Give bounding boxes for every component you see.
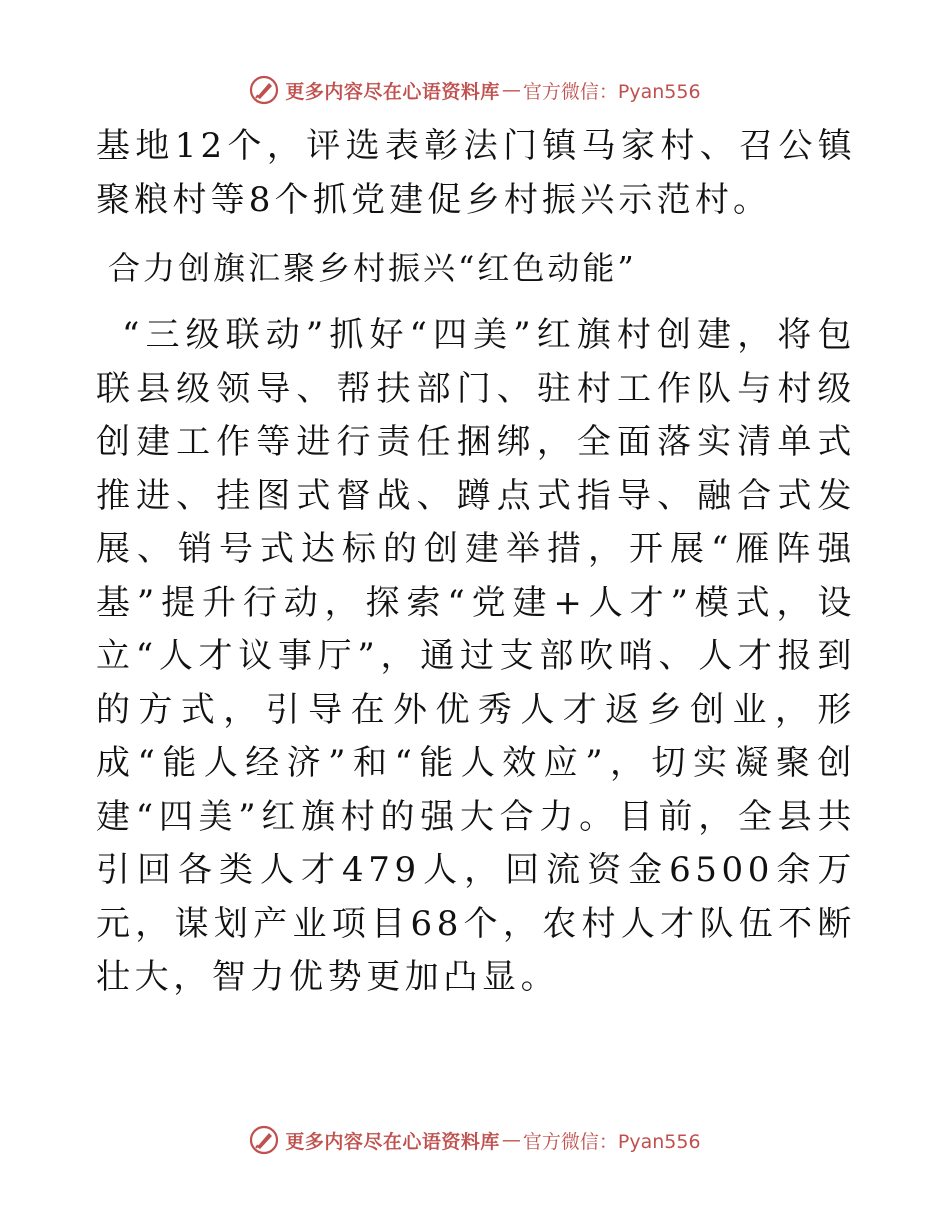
- quill-pen-icon: [249, 1125, 279, 1155]
- banner-text: 更多内容尽在心语资料库: [285, 80, 500, 103]
- section-heading: 合力创旗汇聚乡村振兴“红色动能”: [108, 249, 637, 287]
- banner-text: 更多内容尽在心语资料库: [285, 1130, 500, 1153]
- banner-wechat: 官方微信：Pyan556: [522, 1130, 701, 1153]
- footer-banner: [0, 1120, 950, 1160]
- paragraph-body: “三级联动”抓好“四美”红旗村创建，将包联县级领导、帮扶部门、驻村工作队与村级创建工作等进行责任捆绑，全面落实清单式推进、挂图式督战、蹲点式指导、融合式发展、销号式达标的创建举措，开展“雁阵强基”提升行动，探索“党建+人才”模式，设立“人才议事厅”，通过支部吹哨、人才报到的方式，引导在外优秀人才返乡创业，形成“能人经济”和“能人效应”，切实凝聚创建“四美”红旗村的强大合力。目前，全县共引回各类人才479人，回流资金6500余万元，谋划产业项目68个，农村人才队伍不断壮大，智力优势更加凸显。: [96, 315, 856, 997]
- header-banner: [0, 70, 950, 110]
- paragraph-continued: 基地12个，评选表彰法门镇马家村、召公镇聚粮村等8个抓党建促乡村振兴示范村。: [96, 126, 856, 220]
- banner-wechat: 官方微信：Pyan556: [522, 80, 701, 103]
- document-body: [96, 120, 856, 1005]
- banner-separator: —: [501, 1129, 521, 1151]
- banner-separator: —: [501, 79, 521, 101]
- quill-pen-icon: [249, 75, 279, 105]
